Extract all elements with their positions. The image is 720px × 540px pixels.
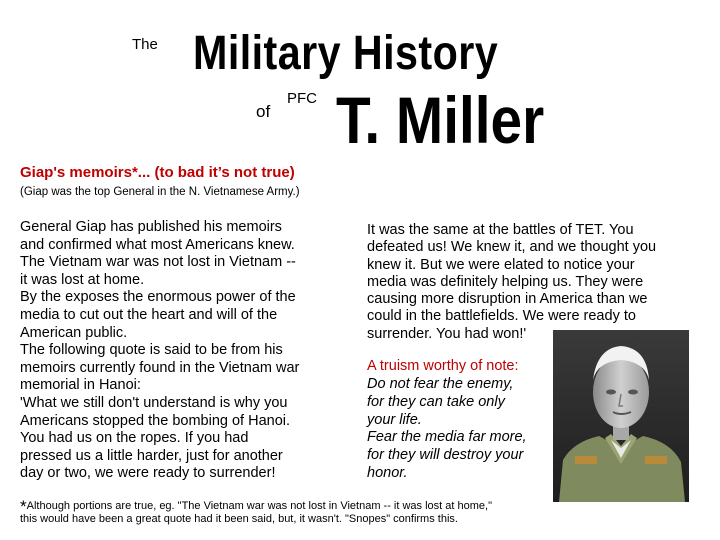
title-rank: PFC: [287, 90, 317, 107]
text-line: knew it. But we were elated to notice your: [367, 256, 635, 273]
text-line: memorial in Hanoi:: [20, 377, 141, 394]
text-line: 'What we still don't understand is why you: [20, 394, 288, 411]
title-of: of: [256, 102, 271, 121]
footnote-asterisk: *: [20, 497, 27, 516]
footnote-line-1: Although portions are true, eg. "The Vietnam war was not lost in Vietnam -- it was lost at home,": [26, 500, 492, 512]
text-line: day or two, we were ready to surrender!: [20, 465, 276, 482]
text-line: honor.: [367, 464, 408, 481]
left-column-text: [20, 219, 299, 483]
text-line: causing more disruption in America than we: [367, 291, 648, 308]
text-line: American public.: [20, 324, 128, 341]
text-line: Americans stopped the bombing of Hanoi.: [20, 412, 291, 429]
text-line: pressed us a little harder, just for another: [20, 447, 283, 464]
text-line: it was lost at home.: [20, 271, 145, 288]
text-line: You had us on the ropes. If you had: [20, 430, 249, 447]
text-line: The following quote is said to be from his: [20, 342, 283, 359]
text-line: The Vietnam war was not lost in Vietnam --: [20, 254, 296, 271]
title-name: T. Miller: [336, 83, 545, 157]
text-line: Do not fear the enemy,: [367, 376, 514, 392]
text-line: memoirs currently found in the Vietnam war: [20, 359, 300, 376]
text-line: Fear the media far more,: [367, 429, 527, 446]
text-line: and confirmed what most Americans knew.: [20, 236, 295, 253]
text-line: By the exposes the enormous power of the: [20, 289, 296, 306]
text-line: defeated us! We knew it, and we thought you: [367, 239, 657, 256]
text-line: could in the battlefields. We were ready to: [367, 308, 636, 325]
text-line: media was definitely helping us. They were: [367, 273, 644, 290]
footnote-line-2: this would have been a great quote had it been said, but, it wasn't. "Snopes" confirms this.: [20, 513, 458, 525]
subtitle-note: (Giap was the top General in the N. Vietnamese Army.): [20, 186, 300, 198]
title-the: The: [132, 36, 158, 53]
text-line: media to cut out the heart and will of the: [20, 306, 278, 323]
text-line: surrender. You had won!': [367, 325, 527, 342]
right-column-text: [367, 222, 656, 343]
truism-heading: A truism worthy of note:: [367, 358, 519, 374]
subtitle: Giap's memoirs*... (to bad it’s not true): [20, 164, 295, 181]
general-portrait-photo: [553, 330, 689, 502]
text-line: It was the same at the battles of TET. You: [367, 222, 634, 238]
text-line: for they can take only: [367, 393, 505, 410]
text-line: for they will destroy your: [367, 447, 524, 464]
footnote: [20, 494, 492, 514]
text-line: your life.: [367, 411, 422, 428]
text-line: General Giap has published his memoirs: [20, 219, 282, 235]
page-title: Military History: [193, 27, 499, 80]
truism-text: [367, 376, 527, 483]
